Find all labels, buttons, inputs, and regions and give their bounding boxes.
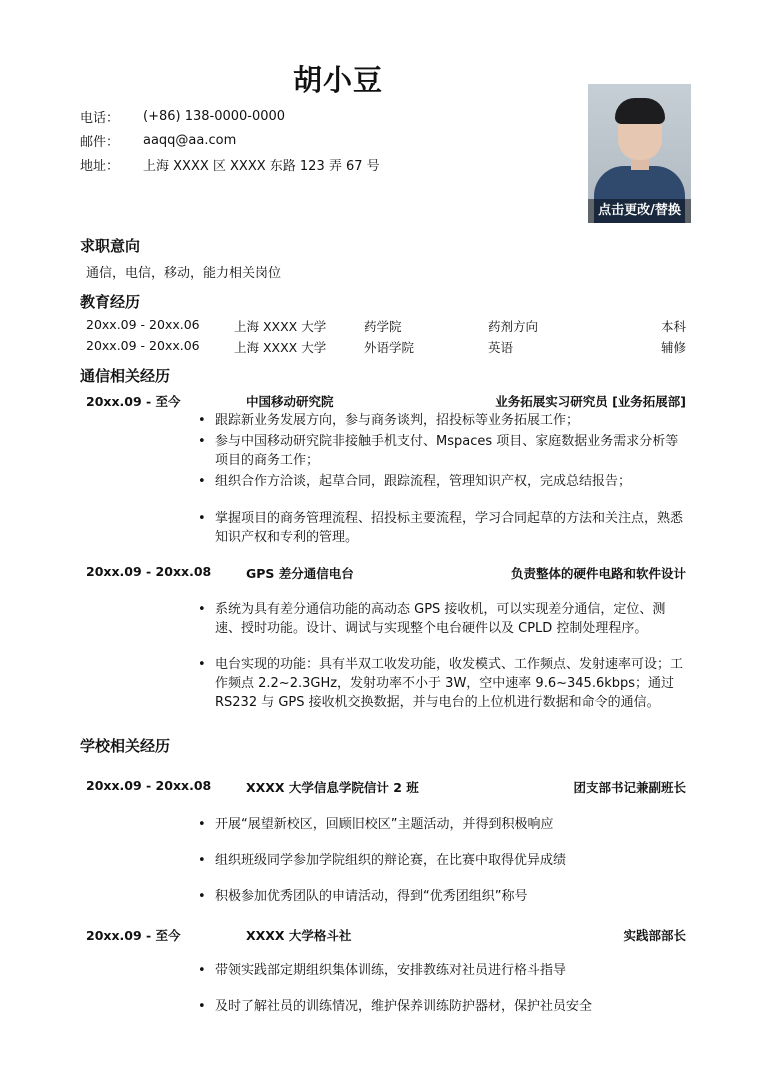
bullet-icon: • <box>198 511 206 526</box>
experience-date: 20xx.09 - 20xx.08 <box>86 564 212 579</box>
edu-major: 英语 <box>488 340 514 355</box>
experience-bullet <box>198 472 690 491</box>
edu-college: 药学院 <box>364 319 402 334</box>
experience-header <box>86 926 686 946</box>
experience-header <box>86 778 686 798</box>
education-row <box>86 317 686 337</box>
bullet-text: 电台实现的功能：具有半双工收发功能，收发模式、工作频点、发射速率可设；工作频点 2.2~2.3GHz，发射功率不小于 3W，空中速率 9.6~345.6kbps；通过 RS232 与 GPS 接收机交换数据，并与电台的上位机进行数据和命令的通信。 <box>215 657 684 710</box>
experience-org: 中国移动研究院 <box>246 394 334 409</box>
education-section-title: 教育经历 <box>80 293 141 311</box>
bullet-text: 参与中国移动研究院非接触手机支付、Mspaces 项目、家庭数据业务需求分析等项目的商务工作； <box>215 434 679 468</box>
bullet-icon: • <box>198 602 206 617</box>
photo-hair <box>615 98 665 124</box>
experience-bullet <box>198 815 690 834</box>
bullet-icon: • <box>198 474 206 489</box>
edu-major: 药剂方向 <box>488 319 539 334</box>
edu-date: 20xx.09 - 20xx.06 <box>86 317 200 332</box>
bullet-icon: • <box>198 657 206 672</box>
contact-info <box>80 104 380 176</box>
intent-section-title: 求职意向 <box>80 237 141 255</box>
experience-header <box>86 392 686 412</box>
email-value: aaqq@aa.com <box>143 132 237 148</box>
experience-header <box>86 564 686 584</box>
experience-bullet <box>198 411 690 430</box>
edu-date: 20xx.09 - 20xx.06 <box>86 338 200 353</box>
email-row <box>80 128 380 152</box>
bullet-text: 系统为具有差分通信功能的高动态 GPS 接收机，可以实现差分通信，定位、测速、授时功能。设计、调试与实现整个电台硬件以及 CPLD 控制处理程序。 <box>215 602 666 636</box>
bullet-text: 掌握项目的商务管理流程、招投标主要流程，学习合同起草的方法和关注点，熟悉知识产权和专利的管理。 <box>215 511 684 545</box>
experience-org: XXXX 大学信息学院信计 2 班 <box>246 780 419 795</box>
bullet-icon: • <box>198 434 206 449</box>
bullet-text: 积极参加优秀团队的申请活动，得到“优秀团组织”称号 <box>215 889 528 904</box>
edu-school: 上海 XXXX 大学 <box>234 319 327 334</box>
experience-bullet <box>198 887 690 906</box>
education-row <box>86 338 686 358</box>
experience-bullet <box>198 600 690 638</box>
phone-value: (+86) 138-0000-0000 <box>143 108 286 124</box>
bullet-icon: • <box>198 817 206 832</box>
experience-bullet <box>198 432 690 470</box>
edu-degree: 辅修 <box>660 340 686 355</box>
experience-role: 实践部部长 <box>623 928 686 943</box>
experience-role: 团支部书记兼副班长 <box>573 780 686 795</box>
experience-bullet <box>198 851 690 870</box>
phone-row <box>80 104 380 128</box>
edu-school: 上海 XXXX 大学 <box>234 340 327 355</box>
phone-label: 电话： <box>80 110 120 126</box>
experience-bullet <box>198 997 690 1016</box>
address-row <box>80 152 380 176</box>
job-intent: 通信，电信，移动，能力相关岗位 <box>86 266 282 281</box>
bullet-text: 组织班级同学参加学院组织的辩论赛，在比赛中取得优异成绩 <box>215 853 567 868</box>
change-photo-button[interactable]: 点击更改/替换 <box>588 199 691 223</box>
bullet-text: 带领实践部定期组织集体训练，安排教练对社员进行格斗指导 <box>215 963 567 978</box>
experience-bullet <box>198 509 690 547</box>
bullet-text: 及时了解社员的训练情况，维护保养训练防护器材，保护社员安全 <box>215 999 593 1014</box>
experience-org: XXXX 大学格斗社 <box>246 928 352 943</box>
edu-college: 外语学院 <box>364 340 415 355</box>
comm-section-title: 通信相关经历 <box>80 367 171 385</box>
address-label: 地址： <box>80 158 120 174</box>
bullet-icon: • <box>198 963 206 978</box>
experience-role: 负责整体的硬件电路和软件设计 <box>510 566 686 581</box>
bullet-icon: • <box>198 853 206 868</box>
bullet-text: 组织合作方洽谈，起草合同，跟踪流程，管理知识产权，完成总结报告； <box>215 474 632 489</box>
edu-degree: 本科 <box>660 319 686 334</box>
experience-date: 20xx.09 - 至今 <box>86 394 181 409</box>
experience-date: 20xx.09 - 20xx.08 <box>86 778 212 793</box>
candidate-name: 胡小豆 <box>292 63 383 97</box>
experience-bullet <box>198 655 690 712</box>
experience-org: GPS 差分通信电台 <box>246 566 354 581</box>
experience-role: 业务拓展实习研究员 [业务拓展部] <box>495 394 686 409</box>
bullet-icon: • <box>198 889 206 904</box>
bullet-text: 跟踪新业务发展方向，参与商务谈判，招投标等业务拓展工作； <box>215 413 580 428</box>
school-section-title: 学校相关经历 <box>80 737 171 755</box>
bullet-icon: • <box>198 999 206 1014</box>
bullet-text: 开展“展望新校区，回顾旧校区”主题活动，并得到积极响应 <box>215 817 554 832</box>
experience-bullet <box>198 961 690 980</box>
experience-date: 20xx.09 - 至今 <box>86 928 181 943</box>
address-value: 上海 XXXX 区 XXXX 东路 123 弄 67 号 <box>143 158 380 174</box>
bullet-icon: • <box>198 413 206 428</box>
profile-photo[interactable] <box>588 84 691 223</box>
email-label: 邮件： <box>80 134 120 150</box>
